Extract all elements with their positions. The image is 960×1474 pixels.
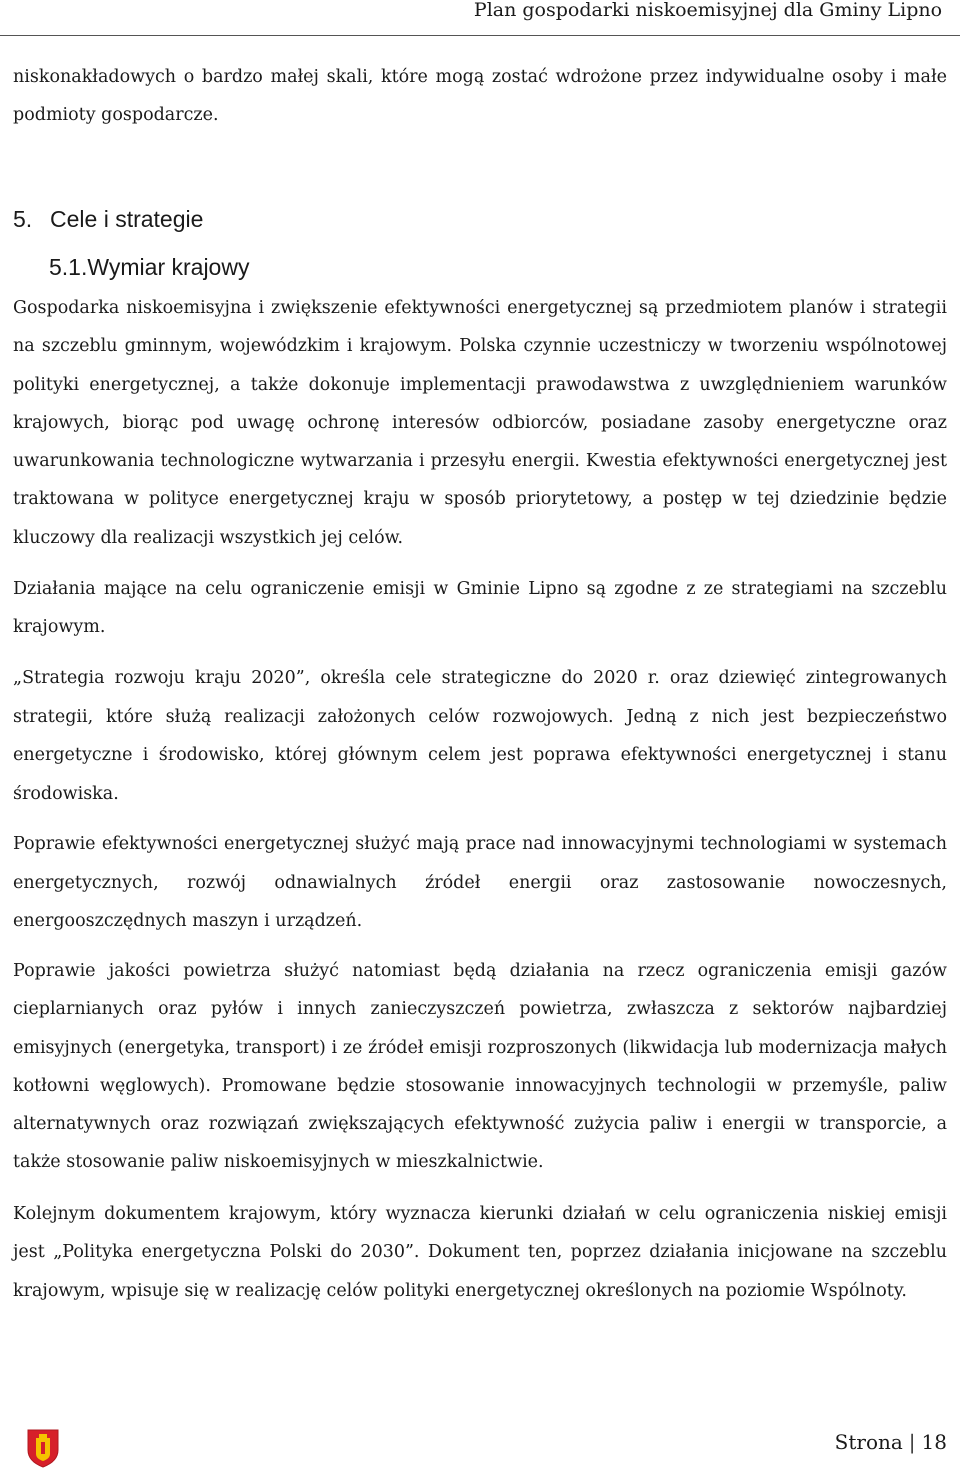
paragraph-air-quality: Poprawie jakości powietrza służyć natomiast będą działania na rzecz ograniczenia emisji gazów cieplarnianych oraz pyłów i innych zanieczyszczeń powietrza, zwłaszcza z sektorów najbardziej emisyjnych (energetyka, transport) i ze źródeł emisji rozproszonych (likwidacja lub modernizacja małych kotłowni węglowych). Promowane będzie stosowanie innowacyjnych technologii w przemyśle, paliw alternatywnych oraz rozwiązań zwiększających efektywność zużycia paliw i energii w transporcie, a także stosowanie paliw niskoemisyjnych w mieszkalnictwie. bbox=[13, 961, 947, 1173]
section-heading-5 bbox=[13, 205, 203, 233]
page-number: 18 bbox=[921, 1430, 947, 1454]
subsection-number: 5.1. bbox=[49, 254, 88, 280]
paragraph-energy-policy-2030: Kolejnym dokumentem krajowym, który wyznacza kierunki działań w celu ograniczenia niskiej emisji jest „Polityka energetyczna Polski do 2030”. Dokument ten, poprzez działania inicjowane na szczeblu krajowym, wpisuje się w realizację celów polityki energetycznej określonych na poziomie Wspólnoty. bbox=[13, 1204, 947, 1301]
header-divider bbox=[0, 35, 960, 36]
paragraph-energy-efficiency: Poprawie efektywności energetycznej służyć mają prace nad innowacyjnymi technologiami w systemach energetycznych, rozwój odnawialnych źródeł energii oraz zastosowanie nowoczesnych, energooszczędnych maszyn i urządzeń. bbox=[13, 834, 947, 931]
paragraph-lipno-actions: Działania mające na celu ograniczenie emisji w Gminie Lipno są zgodne z ze strategiami na szczeblu krajowym. bbox=[13, 579, 947, 638]
page-label: Strona bbox=[834, 1430, 903, 1454]
header-title: Plan gospodarki niskoemisyjnej dla Gminy Lipno bbox=[473, 0, 943, 21]
subsection-heading-5-1 bbox=[49, 253, 249, 281]
paragraph-intro-continuation: niskonakładowych o bardzo małej skali, które mogą zostać wdrożone przez indywidualne osoby i małe podmioty gospodarcze. bbox=[13, 67, 947, 126]
coat-of-arms-icon bbox=[26, 1428, 60, 1468]
section-title: Cele i strategie bbox=[50, 206, 204, 232]
section-number: 5. bbox=[13, 206, 33, 232]
footer-separator: | bbox=[908, 1430, 916, 1454]
page-header bbox=[0, 0, 960, 36]
paragraph-national-policy: Gospodarka niskoemisyjna i zwiększenie efektywności energetycznej są przedmiotem planów i strategii na szczeblu gminnym, wojewódzkim i krajowym. Polska czynnie uczestniczy w tworzeniu wspólnotowej polityki energetycznej, a także dokonuje implementacji prawodawstwa z uwzględnieniem warunków krajowych, biorąc pod uwagę ochronę interesów odbiorców, posiadane zasoby energetyczne oraz uwarunkowania technologiczne wytwarzania i przesyłu energii. Kwestia efektywności energetycznej jest traktowana w polityce energetycznej kraju w sposób priorytetowy, a postęp w tej dziedzinie będzie kluczowy dla realizacji wszystkich jej celów. bbox=[13, 298, 947, 548]
subsection-title: Wymiar krajowy bbox=[87, 254, 250, 280]
paragraph-strategy-2020: „Strategia rozwoju kraju 2020”, określa cele strategiczne do 2020 r. oraz dziewięć zintegrowanych strategii, które służą realizacji założonych celów rozwojowych. Jedną z nich jest bezpieczeństwo energetyczne i środowisko, której głównym celem jest poprawa efektywności energetycznej i stanu środowiska. bbox=[13, 668, 947, 804]
page-number-footer bbox=[835, 1430, 947, 1454]
